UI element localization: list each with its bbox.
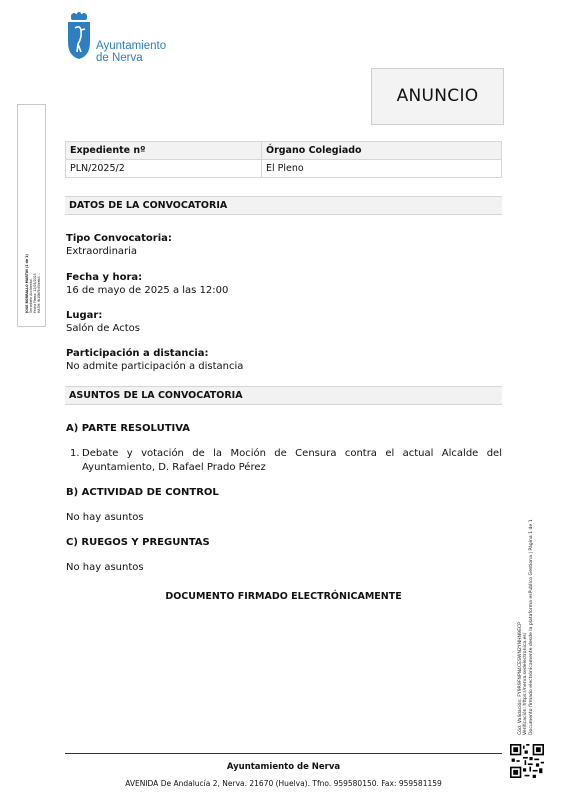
signer-role: Secretario Accidental xyxy=(29,279,33,313)
item-text: Debate y votación de la Moción de Censura contra el actual Alcalde del Ayuntamiento, D. Rafael Prado Pérez xyxy=(82,448,502,473)
signature-hash: HASH: fb10bf9df4eeb4... xyxy=(37,273,41,313)
expediente-table xyxy=(65,141,502,178)
section-a-heading: A) PARTE RESOLUTIVA xyxy=(66,423,191,434)
item-number: 1. xyxy=(70,448,80,459)
signature-date: Fecha Firma: 12/05/2025 xyxy=(33,273,37,313)
org-name-line2: de Nerva xyxy=(96,52,143,64)
organo-value: El Pleno xyxy=(262,160,502,178)
asuntos-section-title: ASUNTOS DE LA CONVOCATORIA xyxy=(69,390,243,401)
org-name-line1: Ayuntamiento xyxy=(96,40,167,52)
logo xyxy=(66,12,176,64)
organo-header: Órgano Colegiado xyxy=(262,142,502,160)
footer-org-name: Ayuntamiento de Nerva xyxy=(226,762,341,772)
fecha-label: Fecha y hora: xyxy=(66,272,143,283)
tipo-label: Tipo Convocatoria: xyxy=(66,233,172,244)
list-item xyxy=(66,447,502,475)
participacion-value: No admite participación a distancia xyxy=(66,361,244,372)
participacion-label: Participación a distancia: xyxy=(66,348,209,359)
footer-address: AVENIDA De Andalucía 2, Nerva. 21670 (Huelva). Tfno. 959580150. Fax: 959581159 xyxy=(125,779,442,788)
verification-code: Cód. Validación: FY9R9FNPN4CESWN2YNHN9ECP xyxy=(518,622,523,735)
section-c-text: No hay asuntos xyxy=(66,562,144,573)
footer-divider xyxy=(65,753,502,754)
signer-name: JOSE BORRALLO MARTIN (1 de 1) xyxy=(25,254,29,313)
doc-type-label: ANUNCIO xyxy=(396,86,479,106)
asuntos-section-bar xyxy=(65,386,502,405)
datos-section-bar xyxy=(65,196,502,215)
coat-of-arms-icon xyxy=(66,12,92,60)
verification-platform: Documento firmado electrónicamente desde la plataforma esPublico Gestiona | Página 1 de 1 xyxy=(528,519,534,735)
section-b-text: No hay asuntos xyxy=(66,512,144,523)
tipo-value: Extraordinaria xyxy=(66,246,138,257)
doc-type-box xyxy=(371,68,504,125)
verification-text xyxy=(518,385,534,735)
expediente-header: Expediente nº xyxy=(66,142,262,160)
lugar-label: Lugar: xyxy=(66,310,103,321)
section-c-heading: C) RUEGOS Y PREGUNTAS xyxy=(66,537,210,548)
table-header-row xyxy=(66,142,502,160)
signature-side-text xyxy=(25,103,41,313)
expediente-value: PLN/2025/2 xyxy=(66,160,262,178)
datos-section-title: DATOS DE LA CONVOCATORIA xyxy=(69,200,228,211)
signature-side-box xyxy=(17,104,46,327)
section-b-heading: B) ACTIVIDAD DE CONTROL xyxy=(66,487,219,498)
lugar-value: Salón de Actos xyxy=(66,323,140,334)
qr-code-icon xyxy=(510,744,544,778)
fecha-value: 16 de mayo de 2025 a las 12:00 xyxy=(66,285,229,296)
table-row xyxy=(66,160,502,178)
signed-note: DOCUMENTO FIRMADO ELECTRÓNICAMENTE xyxy=(165,591,402,602)
verification-url: Verificación: https://nerva.sedelectronica.es/ xyxy=(523,632,529,735)
